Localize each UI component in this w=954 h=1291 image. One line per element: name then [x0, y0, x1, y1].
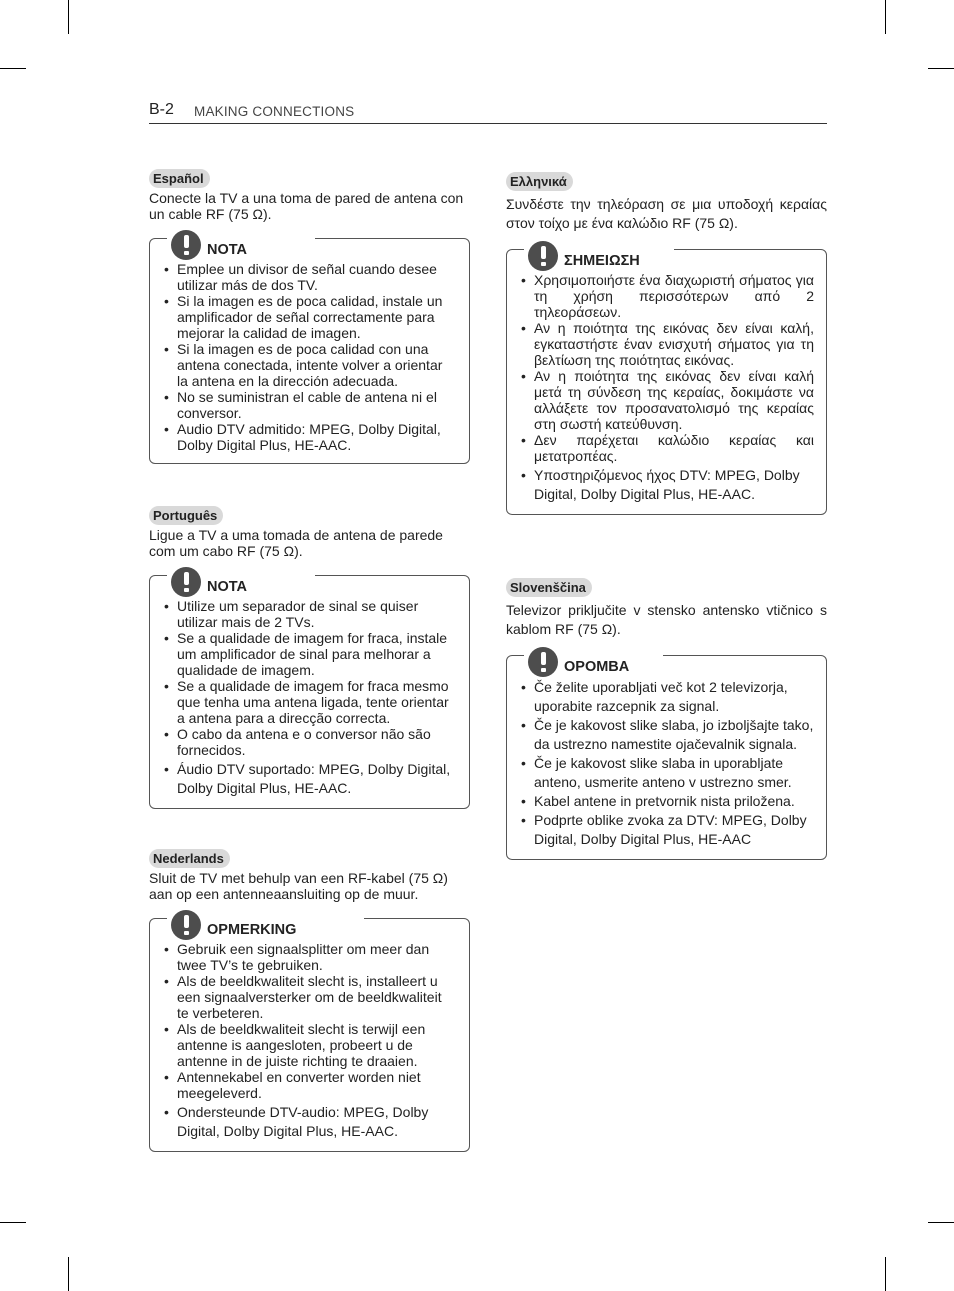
- list-item: • Če želite uporabljati več kot 2 televizorja, uporabite razcepnik za signal.: [519, 678, 814, 716]
- crop-mark: [68, 0, 69, 34]
- crop-mark: [928, 1222, 954, 1223]
- intro-text: Conecte la TV a una toma de pared de antena con un cable RF (75 Ω).: [149, 190, 464, 222]
- note-title: NOTA: [207, 242, 248, 258]
- section-title: MAKING CONNECTIONS: [194, 104, 355, 119]
- list-item: • Emplee un divisor de señal cuando desee utilizar más de dos TV.: [162, 261, 457, 293]
- list-item: • O cabo da antena e o conversor não são fornecidos.: [162, 726, 457, 758]
- list-item: • Als de beeldkwaliteit slecht is terwijl een antenne is aangesloten, probeert u de antenne in de juiste richting te draaien.: [162, 1021, 457, 1069]
- note-title: OPOMBA: [564, 659, 630, 675]
- note-title: OPMERKING: [207, 922, 297, 938]
- list-item: • Se a qualidade de imagem for fraca mesmo que tenha uma antena ligada, tente orientar a antena para a direcção correcta.: [162, 678, 457, 726]
- list-item: • Podprte oblike zvoka za DTV: MPEG, Dolby Digital, Dolby Digital Plus, HE-AAC: [519, 811, 814, 849]
- page-number: B-2: [149, 101, 174, 118]
- language-tag: Ελληνικά: [506, 172, 573, 191]
- list-item: • Αν η ποιότητα της εικόνας δεν είναι καλή μετά τη σύνδεση της κεραίας, δοκιμάστε να αλλάξετε τον προσανατολισμό της κεραίας στη σωστή κατεύθυνση.: [519, 368, 814, 432]
- intro-text: Sluit de TV met behulp van een RF-kabel (75 Ω) aan op een antenneaansluiting op de muur.: [149, 870, 448, 902]
- list-item: • Utilize um separador de sinal se quiser utilizar mais de 2 TVs.: [162, 598, 457, 630]
- section-dutch: [149, 849, 470, 1152]
- list-item: • Gebruik een signaalsplitter om meer dan twee TV’s te gebruiken.: [162, 941, 457, 973]
- section-slovenian: [506, 578, 827, 860]
- list-item: • Χρησιμοποιήστε ένα διαχωριστή σήματος για τη χρήση περισσότερων από 2 τηλεοράσεων.: [519, 272, 814, 320]
- list-item: • Če je kakovost slike slaba in uporabljate anteno, usmerite anteno v ustrezno smer.: [519, 754, 814, 792]
- note-list: [162, 598, 457, 798]
- note-title: NOTA: [207, 579, 248, 595]
- intro-text: Ligue a TV a uma tomada de antena de parede com um cabo RF (75 Ω).: [149, 527, 443, 559]
- warning-icon: [171, 910, 201, 940]
- warning-icon: [528, 647, 558, 677]
- list-item: • Δεν παρέχεται καλώδιο κεραίας και μετατροπέας.: [519, 432, 814, 464]
- list-item: • Antennekabel en converter worden niet meegeleverd.: [162, 1069, 457, 1101]
- section-portuguese: [149, 506, 470, 809]
- note-list: [162, 941, 457, 1141]
- crop-mark: [885, 0, 886, 34]
- intro-text: Televizor priključite v stensko antensko vtičnico s kablom RF (75 Ω).: [506, 602, 827, 637]
- list-item: • Áudio DTV suportado: MPEG, Dolby Digital, Dolby Digital Plus, HE-AAC.: [162, 760, 457, 798]
- warning-icon: [171, 567, 201, 597]
- language-tag: Español: [149, 169, 210, 188]
- note-box: [149, 918, 470, 1152]
- crop-mark: [885, 1257, 886, 1291]
- list-item: • Če je kakovost slike slaba, jo izboljšajte tako, da ustrezno namestite ojačevalnik signala.: [519, 716, 814, 754]
- note-title: ΣΗΜΕΙΩΣΗ: [564, 253, 640, 269]
- section-spanish: [149, 169, 470, 464]
- note-box: [506, 655, 827, 860]
- section-greek: [506, 172, 827, 515]
- language-tag: Português: [149, 506, 223, 525]
- list-item: • Als de beeldkwaliteit slecht is, installeert u een signaalversterker om de beeldkwaliteit te verbeteren.: [162, 973, 457, 1021]
- list-item: • No se suministran el cable de antena ni el conversor.: [162, 389, 457, 421]
- list-item: • Υποστηριζόμενος ήχος DTV: MPEG, Dolby Digital, Dolby Digital Plus, HE-AAC.: [519, 466, 814, 504]
- crop-mark: [0, 1222, 26, 1223]
- language-tag: Slovenščina: [506, 578, 592, 597]
- page-header: [149, 101, 827, 124]
- warning-icon: [171, 230, 201, 260]
- list-item: • Audio DTV admitido: MPEG, Dolby Digital, Dolby Digital Plus, HE-AAC.: [162, 421, 457, 453]
- crop-mark: [68, 1257, 69, 1291]
- list-item: • Si la imagen es de poca calidad con una antena conectada, intente volver a orientar la antena en la dirección adecuada.: [162, 341, 457, 389]
- crop-mark: [928, 68, 954, 69]
- note-box: [149, 238, 470, 464]
- list-item: • Se a qualidade de imagem for fraca, instale um amplificador de sinal para melhorar a qualidade de imagem.: [162, 630, 457, 678]
- list-item: • Si la imagen es de poca calidad, instale un amplificador de señal correctamente para mejorar la calidad de imagen.: [162, 293, 457, 341]
- note-list: [519, 272, 814, 504]
- crop-mark: [0, 68, 26, 69]
- language-tag: Nederlands: [149, 849, 230, 868]
- list-item: • Kabel antene in pretvornik nista priložena.: [519, 792, 814, 811]
- note-box: [149, 575, 470, 809]
- intro-text: Συνδέστε την τηλεόραση σε μια υποδοχή κεραίας στον τοίχο με ένα καλώδιο RF (75 Ω).: [506, 196, 827, 231]
- note-box: [506, 249, 827, 515]
- note-list: [519, 678, 814, 849]
- note-list: [162, 261, 457, 453]
- list-item: • Ondersteunde DTV-audio: MPEG, Dolby Digital, Dolby Digital Plus, HE-AAC.: [162, 1103, 457, 1141]
- warning-icon: [528, 241, 558, 271]
- list-item: • Αν η ποιότητα της εικόνας δεν είναι καλή, εγκαταστήστε έναν ενισχυτή σήματος για τη βελτίωση της ποιότητας εικόνας.: [519, 320, 814, 368]
